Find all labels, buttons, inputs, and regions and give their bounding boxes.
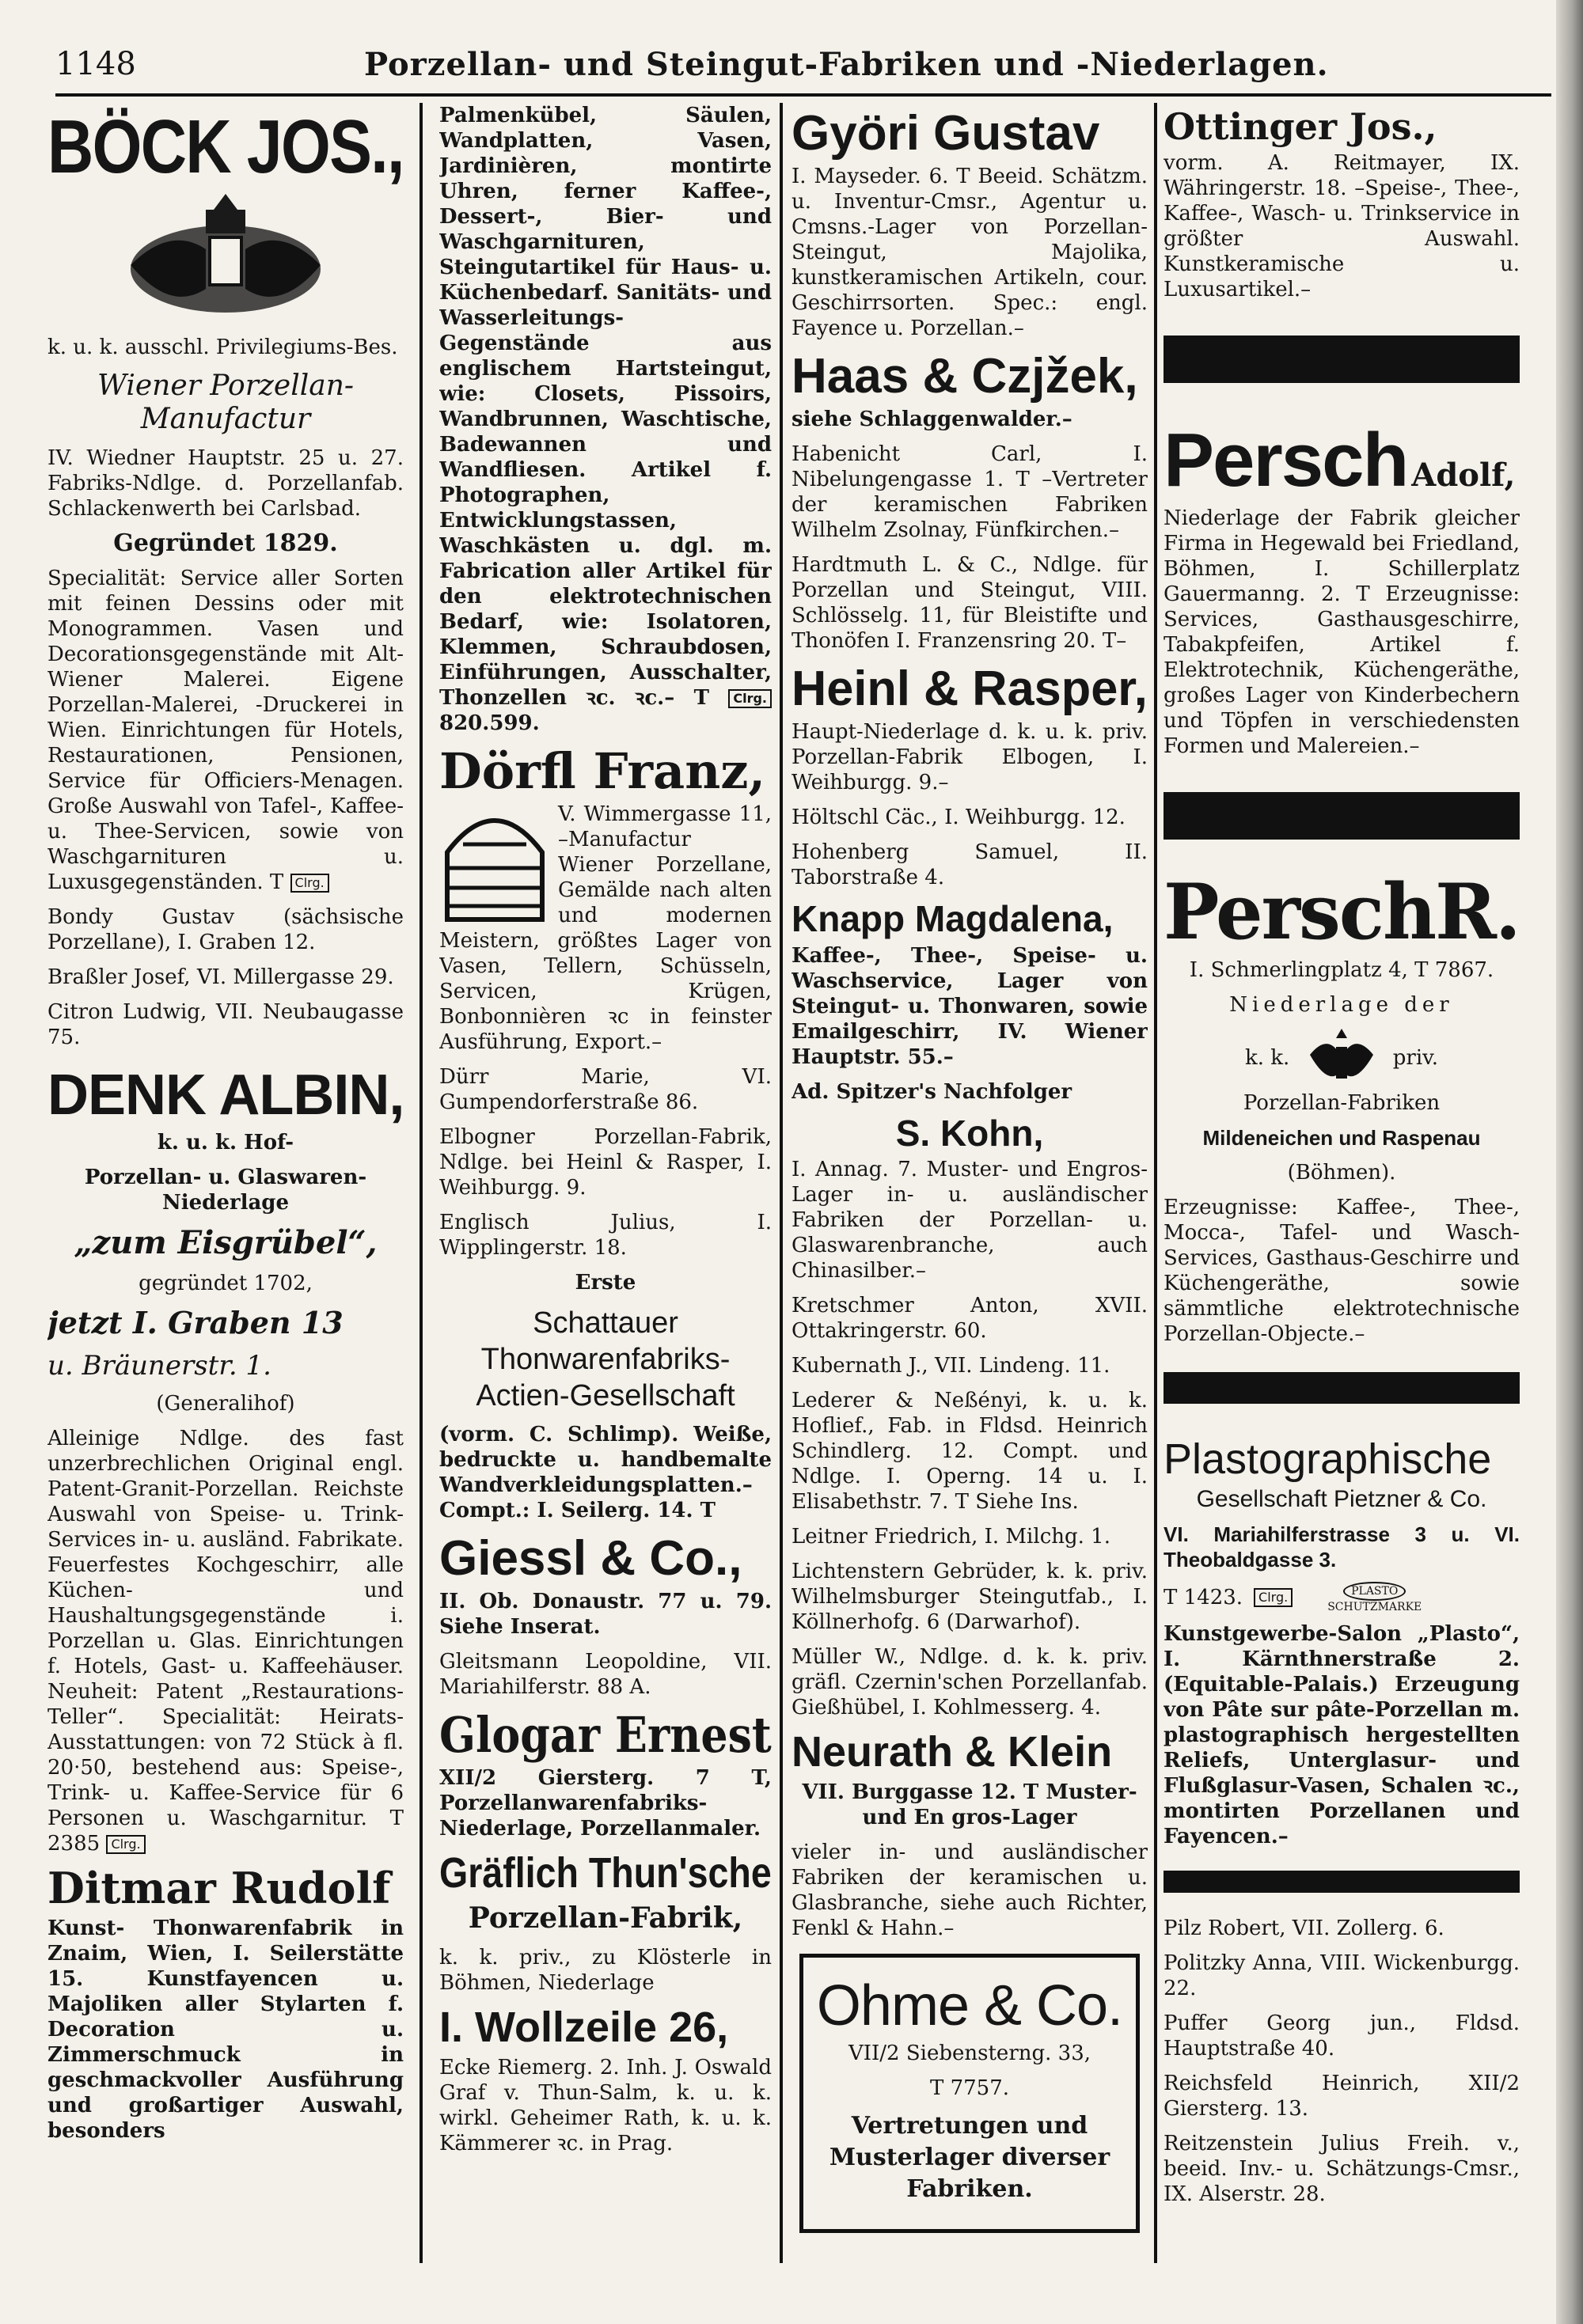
entry-brassler: Braßler Josef, VI. Millergasse 29. bbox=[47, 965, 394, 989]
haas-name: Haas & Czjžek, bbox=[792, 349, 1138, 404]
entry-bondy: Bondy Gustav (sächsische Porzellane), I. Graben 12. bbox=[47, 904, 404, 954]
thun-address: I. Wollzeile 26, bbox=[439, 2003, 729, 2051]
thun-subtitle: Porzellan-Fabrik, bbox=[468, 1901, 743, 1935]
dorfl-name: Dörfl Franz, bbox=[439, 742, 766, 800]
denk-subtitle: Porzellan- u. Glaswaren-Niederlage bbox=[84, 1166, 367, 1215]
telephone-badge: Clrg. bbox=[290, 874, 329, 893]
plasto-subtitle: Gesellschaft Pietzner & Co. bbox=[1196, 1485, 1487, 1512]
persch-r-priv: priv. bbox=[1392, 1045, 1439, 1070]
persch-r-name: PerschR. bbox=[1164, 867, 1520, 957]
entry-hohenberg: Hohenberg Samuel, II. Taborstraße 4. bbox=[792, 840, 1148, 890]
thun-text-2: Ecke Riemerg. 2. Inh. J. Oswald Graf v. Thun-Salm, k. u. k. wirkl. Geheimer Rath, k. u. k. Kämmerer ꝛc. in Prag. bbox=[439, 2055, 772, 2155]
column-2 bbox=[439, 103, 772, 2263]
column-rule-2 bbox=[780, 103, 783, 2263]
entry-gleitsmann: Gleitsmann Leopoldine, VII. Mariahilferstr. 88 A. bbox=[439, 1650, 772, 1700]
page-title: Porzellan- und Steingut-Fabriken und -Niederlagen. bbox=[364, 46, 1329, 83]
denk-slogan: „zum Eisgrübel“, bbox=[74, 1224, 378, 1262]
ohme-address: VII/2 Siebensterng. 33, bbox=[848, 2042, 1091, 2066]
persch-adolf-name: Persch bbox=[1164, 418, 1408, 503]
dorfl-entry bbox=[439, 802, 772, 1055]
continued-phone: 820.599. bbox=[439, 711, 540, 735]
persch-r-kk: k. k. bbox=[1244, 1045, 1290, 1070]
entry-muller: Müller W., Ndlge. d. k. k. priv. gräfl. Czernin'schen Porzellanfab. Gießhübel, I. Kohlmesserg. 4. bbox=[792, 1644, 1148, 1719]
column-3 bbox=[792, 103, 1148, 2263]
page-number: 1148 bbox=[55, 46, 136, 82]
thun-text: k. k. priv., zu Klösterle in Böhmen, Niederlage bbox=[439, 1945, 772, 1995]
telephone-badge: Clrg. bbox=[1254, 1588, 1293, 1607]
kohn-text: I. Annag. 7. Muster- und Engros-Lager in- u. ausländischer Fabriken der Porzellan- u. Glaswarenbranche, auch Chinasilber.– bbox=[792, 1157, 1148, 1283]
plasto-text: Kunstgewerbe-Salon „Plasto“, I. Kärnthnerstraße 2. (Equitable-Palais.) Erzeugung von Pâte sur pâte-Porzellan m. plastographisch hergestellten Reliefs, Unterglasur- und Flußglasur-Vasen, Schalen ꝛc., montirten Porzellanen und Fayencen.– bbox=[1164, 1621, 1520, 1848]
neurath-text-2: vieler in- und ausländischer Fabriken der keramischen u. Glasbranche, siehe auch Richter, Fenkl & Hahn.– bbox=[792, 1840, 1148, 1940]
persch-r-text: Erzeugnisse: Kaffee-, Thee-, Mocca-, Tafel- und Wasch-Services, Gasthaus-Geschirre und Küchengeräthe, sowie sämmtliche elektrotechnische Porzellan-Objecte.– bbox=[1164, 1195, 1520, 1346]
ohme-name: Ohme & Co. bbox=[816, 1973, 1123, 2038]
ditmar-name: Ditmar Rudolf bbox=[47, 1863, 391, 1914]
entry-citron: Citron Ludwig, VII. Neubaugasse 75. bbox=[47, 999, 404, 1049]
plasto-phone: T 1423. bbox=[1164, 1585, 1243, 1609]
entry-pilz: Pilz Robert, VII. Zollerg. 6. bbox=[1164, 1916, 1444, 1940]
divider-bar bbox=[1164, 768, 1520, 863]
persch-r-niederlage: Niederlage der bbox=[1229, 992, 1454, 1017]
ohme-phone: T 7757. bbox=[929, 2076, 1010, 2101]
denk-text bbox=[47, 1426, 404, 1856]
entry-leitner: Leitner Friedrich, I. Milchg. 1. bbox=[792, 1524, 1110, 1549]
schattauer-first: Erste bbox=[575, 1271, 636, 1295]
continued-text bbox=[439, 103, 772, 736]
entry-reichsfeld: Reichsfeld Heinrich, XII/2 Giersterg. 13. bbox=[1164, 2071, 1520, 2121]
glogar-text: XII/2 Giersterg. 7 T, Porzellanwarenfabriks-Niederlage, Porzellanmaler. bbox=[439, 1766, 772, 1841]
plasto-phone-line bbox=[1164, 1582, 1520, 1613]
denk-title: k. u. k. Hof- bbox=[157, 1131, 294, 1155]
entry-elbogner: Elbogner Porzellan-Fabrik, Ndlge. bei Heinl & Rasper, I. Weihburgg. 9. bbox=[439, 1125, 772, 1200]
denk-founded: gegründet 1702, bbox=[139, 1272, 313, 1296]
divider-bar bbox=[1164, 1356, 1520, 1427]
entry-kretschmer: Kretschmer Anton, XVII. Ottakringerstr. 60. bbox=[792, 1293, 1148, 1343]
denk-name: DENK ALBIN, bbox=[47, 1063, 404, 1127]
divider-bar-fill bbox=[1164, 792, 1520, 840]
double-eagle-icon bbox=[1306, 1027, 1377, 1090]
plasto-name: Plastographische bbox=[1164, 1435, 1492, 1483]
persch-r-bohmen: (Böhmen). bbox=[1287, 1160, 1396, 1185]
entry-politzky: Politzky Anna, VIII. Wickenburgg. 22. bbox=[1164, 1951, 1520, 2000]
persch-r-fabriken: Porzellan-Fabriken bbox=[1243, 1090, 1441, 1115]
bock-specialty bbox=[47, 566, 404, 895]
divider-bar-fill bbox=[1164, 336, 1520, 383]
persch-adolf-text: Niederlage der Fabrik gleicher Firma in Hegewald bei Friedland, Böhmen, I. Schillerplatz Gauermanng. 2. T Erzeugnisse: Services, Gasthausgeschirre, Tabakpfeifen, Artikel f. Elektrotechnik, Küchengeräthe, großes Lager von Kinderbechern und Töpfen in verschiedensten Formen und Malereien.– bbox=[1164, 506, 1520, 759]
dorfl-text: V. Wimmergasse 11, –Manufactur Wiener Porzellane, Gemälde nach alten und modernen Meistern, größtes Lager von Vasen, Tellern, Schüsseln, Servicen, Krügen, Bonbonnièren ꝛc in feinster Ausführung, Export.– bbox=[439, 802, 772, 1055]
divider-bar-fill bbox=[1164, 1372, 1520, 1404]
denk-hof: (Generalihof) bbox=[156, 1392, 295, 1416]
denk-address: u. Bräunerstr. 1. bbox=[47, 1350, 271, 1382]
plasto-trademark bbox=[1327, 1582, 1422, 1613]
beehive-icon bbox=[439, 805, 550, 923]
divider-bar-fill bbox=[1164, 1871, 1520, 1893]
column-1 bbox=[47, 103, 404, 2263]
entry-hardtmuth: Hardtmuth L. & C., Ndlge. für Porzellan und Steingut, VIII. Schlösselg. 11, für Bleistifte und Thonöfen I. Franzensring 20. T– bbox=[792, 553, 1148, 654]
entry-holtschl: Höltschl Cäc., I. Weihburgg. 12. bbox=[792, 806, 1126, 830]
denk-now: jetzt I. Graben 13 bbox=[47, 1305, 344, 1341]
entry-englisch: Englisch Julius, I. Wipplingerstr. 18. bbox=[439, 1211, 772, 1261]
divider-bar bbox=[1164, 312, 1520, 407]
bock-founded: Gegründet 1829. bbox=[113, 529, 338, 557]
denk-text-body: Alleinige Ndlge. des fast unzerbrechlichen Original engl. Patent-Granit-Porzellan. Reichste Auswahl von Speise- u. Trink-Services in- u. ausländ. Fabrikate. Feuerfestes Kochgeschirr, alle Küchen- und Haushaltungsgegenstände i. Porzellan u. Glas. Einrichtungen f. Hotels, Gast- u. Kaffeehäuser. Neuheit: Patent „Restaurations-Teller“. Specialität: Heirats-Ausstattungen: von 72 Stück à fl. 20·50, bestehend aus: Speise-, Trink- u. Kaffee-Service für 6 Personen u. Waschgarnitur. T 2385 bbox=[47, 1427, 404, 1856]
entry-kubernath: Kubernath J., VII. Lindeng. 11. bbox=[792, 1353, 1110, 1378]
entry-habenicht: Habenicht Carl, I. Nibelungengasse 1. T –Vertreter der keramischen Fabriken Wilhelm Zsolnay, Fünfkirchen.– bbox=[792, 442, 1148, 543]
ohme-advert bbox=[799, 1954, 1140, 2234]
page-header bbox=[55, 46, 1551, 85]
persch-r-places: Mildeneichen und Raspenau bbox=[1202, 1125, 1481, 1150]
glogar-name: Glogar Ernest bbox=[439, 1706, 772, 1765]
heinl-name: Heinl & Rasper, bbox=[792, 662, 1148, 717]
bock-specialty-text: Specialität: Service aller Sorten mit feinen Dessins oder mit Monogrammen. Vasen und Decorationsgegenstände mit Alt-Wiener Malerei. Eigene Porzellan-Malerei, -Druckerei in Wien. Einrichtungen für Hotels, Restaurationen, Pensionen, Service für Officiers-Menagen. Große Auswahl von Tafel-, Kaffee- u. Thee-Servicen, sowie von Waschgarnituren u. Luxusgegenständen. T bbox=[47, 566, 404, 894]
ohme-text: Vertretungen und Musterlager diverser Fabriken. bbox=[829, 2112, 1110, 2204]
column-rule-1 bbox=[419, 103, 423, 2263]
page-edge-shadow bbox=[1556, 0, 1583, 2324]
bock-firm: Wiener Porzellan-Manufactur bbox=[97, 369, 355, 435]
column-4 bbox=[1164, 103, 1520, 2263]
ottinger-text: vorm. A. Reitmayer, IX. Währingerstr. 18. –Speise-, Thee-, Kaffee-, Wasch- u. Trinkservice in größter Auswahl. Kunstkeramische u. Luxusartikel.– bbox=[1164, 151, 1520, 302]
telephone-badge: Clrg. bbox=[106, 1835, 145, 1854]
ditmar-text: Kunst- Thonwarenfabrik in Znaim, Wien, I. Seilerstätte 15. Kunstfayencen u. Majoliken aller Stylarten f. Decoration u. Zimmerschmuck in geschmackvoller Ausführung und großartiger Auswahl, besonders bbox=[47, 1916, 404, 2144]
persch-adolf-heading bbox=[1164, 416, 1520, 506]
spitzer-heading: Ad. Spitzer's Nachfolger bbox=[792, 1079, 1072, 1104]
entry-durr: Dürr Marie, VI. Gumpendorferstraße 86. bbox=[439, 1065, 772, 1115]
entry-puffer: Puffer Georg jun., Fldsd. Hauptstraße 40. bbox=[1164, 2011, 1520, 2061]
divider-bar bbox=[1164, 1859, 1520, 1906]
gyori-text: I. Mayseder. 6. T Beeid. Schätzm. u. Inventur-Cmsr., Agentur u. Cmsns.-Lager von Porzellan-Steingut, Majolika, kunstkeramischen Artikeln, cour. Geschirrsorten. Spec.: engl. Fayence u. Porzellan.– bbox=[792, 165, 1148, 341]
header-rule bbox=[55, 93, 1551, 97]
heinl-text: Haupt-Niederlage d. k. u. k. priv. Porzellan-Fabrik Elbogen, I. Weihburgg. 9.– bbox=[792, 720, 1148, 795]
entry-lichtenstern: Lichtenstern Gebrüder, k. k. priv. Wilhelmsburger Steingutfab., I. Köllnerhofg. 6 (Darwarhof). bbox=[792, 1559, 1148, 1634]
persch-adolf-first: Adolf, bbox=[1411, 457, 1516, 495]
neurath-name: Neurath & Klein bbox=[792, 1727, 1113, 1776]
knapp-name: Knapp Magdalena, bbox=[792, 898, 1114, 940]
bock-privilege: k. u. k. ausschl. Privilegiums-Bes. bbox=[47, 335, 398, 359]
neurath-text: VII. Burggasse 12. T Muster- und En gros-Lager bbox=[802, 1780, 1137, 1829]
thun-name: Gräflich Thun'sche bbox=[439, 1849, 772, 1897]
bock-name: BÖCK JOS., bbox=[47, 104, 404, 189]
gyori-name: Györi Gustav bbox=[792, 106, 1100, 161]
ottinger-name: Ottinger Jos., bbox=[1164, 105, 1437, 148]
entry-lederer: Lederer & Neßényi, k. u. k. Hoflief., Fab. in Fldsd. Heinrich Schindlerg. 12. Compt. und Ndlge. I. Operng. 14 u. I. Elisabethstr. 7. T Siehe Ins. bbox=[792, 1388, 1148, 1514]
persch-r-address: I. Schmerlingplatz 4, T 7867. bbox=[1189, 957, 1494, 982]
giessl-text: II. Ob. Donaustr. 77 u. 79. Siehe Inserat. bbox=[439, 1590, 772, 1640]
schattauer-text: (vorm. C. Schlimp). Weiße, bedruckte u. handbemalte Wandverkleidungsplatten.– Compt.: I. Seilerg. 14. T bbox=[439, 1423, 772, 1523]
kohn-name: S. Kohn, bbox=[895, 1112, 1044, 1154]
plasto-logo: PLASTO bbox=[1343, 1582, 1406, 1601]
persch-r-eagle-line bbox=[1164, 1027, 1520, 1090]
telephone-badge: Clrg. bbox=[728, 689, 772, 708]
haas-text: siehe Schlaggenwalder.– bbox=[792, 408, 1072, 432]
schattauer-name: Schattauer Thonwarenfabriks-Actien-Gesellschaft bbox=[476, 1306, 735, 1413]
double-eagle-emblem-icon bbox=[123, 194, 328, 328]
plasto-mark: SCHUTZMARKE bbox=[1327, 1600, 1422, 1613]
entry-reitzenstein: Reitzenstein Julius Freih. v., beeid. Inv.- u. Schätzungs-Cmsr., IX. Alserstr. 28. bbox=[1164, 2131, 1520, 2206]
bock-address: IV. Wiedner Hauptstr. 25 u. 27. Fabriks-Ndlge. d. Porzellanfab. Schlackenwerth bei Carlsbad. bbox=[47, 445, 404, 521]
knapp-text: Kaffee-, Thee-, Speise- u. Waschservice, Lager von Steingut- u. Thonwaren, sowie Emailgeschirr, IV. Wiener Hauptstr. 55.– bbox=[792, 943, 1148, 1069]
column-rule-3 bbox=[1154, 103, 1157, 2263]
plasto-address: VI. Mariahilferstrasse 3 u. VI. Theobaldgasse 3. bbox=[1164, 1522, 1520, 1571]
continued-text-body: Palmenkübel, Säulen, Wandplatten, Vasen, Jardinièren, montirte Uhren, ferner Kaffee-, Dessert-, Bier- und Waschgarnituren, Steingutartikel für Haus- u. Küchenbedarf. Sanitäts- und Wasserleitungs-Gegenstände aus englischem Hartsteingut, wie: Closets, Pissoirs, Wandbrunnen, Waschtische, Badewannen und Wandfliesen. Artikel f. Photographen, Entwicklungstassen, Waschkästen u. dgl. m. Fabrication aller Artikel für den elektrotechnischen Bedarf, wie: Isolatoren, Klemmen, Schraubdosen, Einführungen, Ausschalter, Thonzellen ꝛc. ꝛc.– T bbox=[439, 104, 772, 710]
giessl-name: Giessl & Co., bbox=[439, 1531, 742, 1587]
